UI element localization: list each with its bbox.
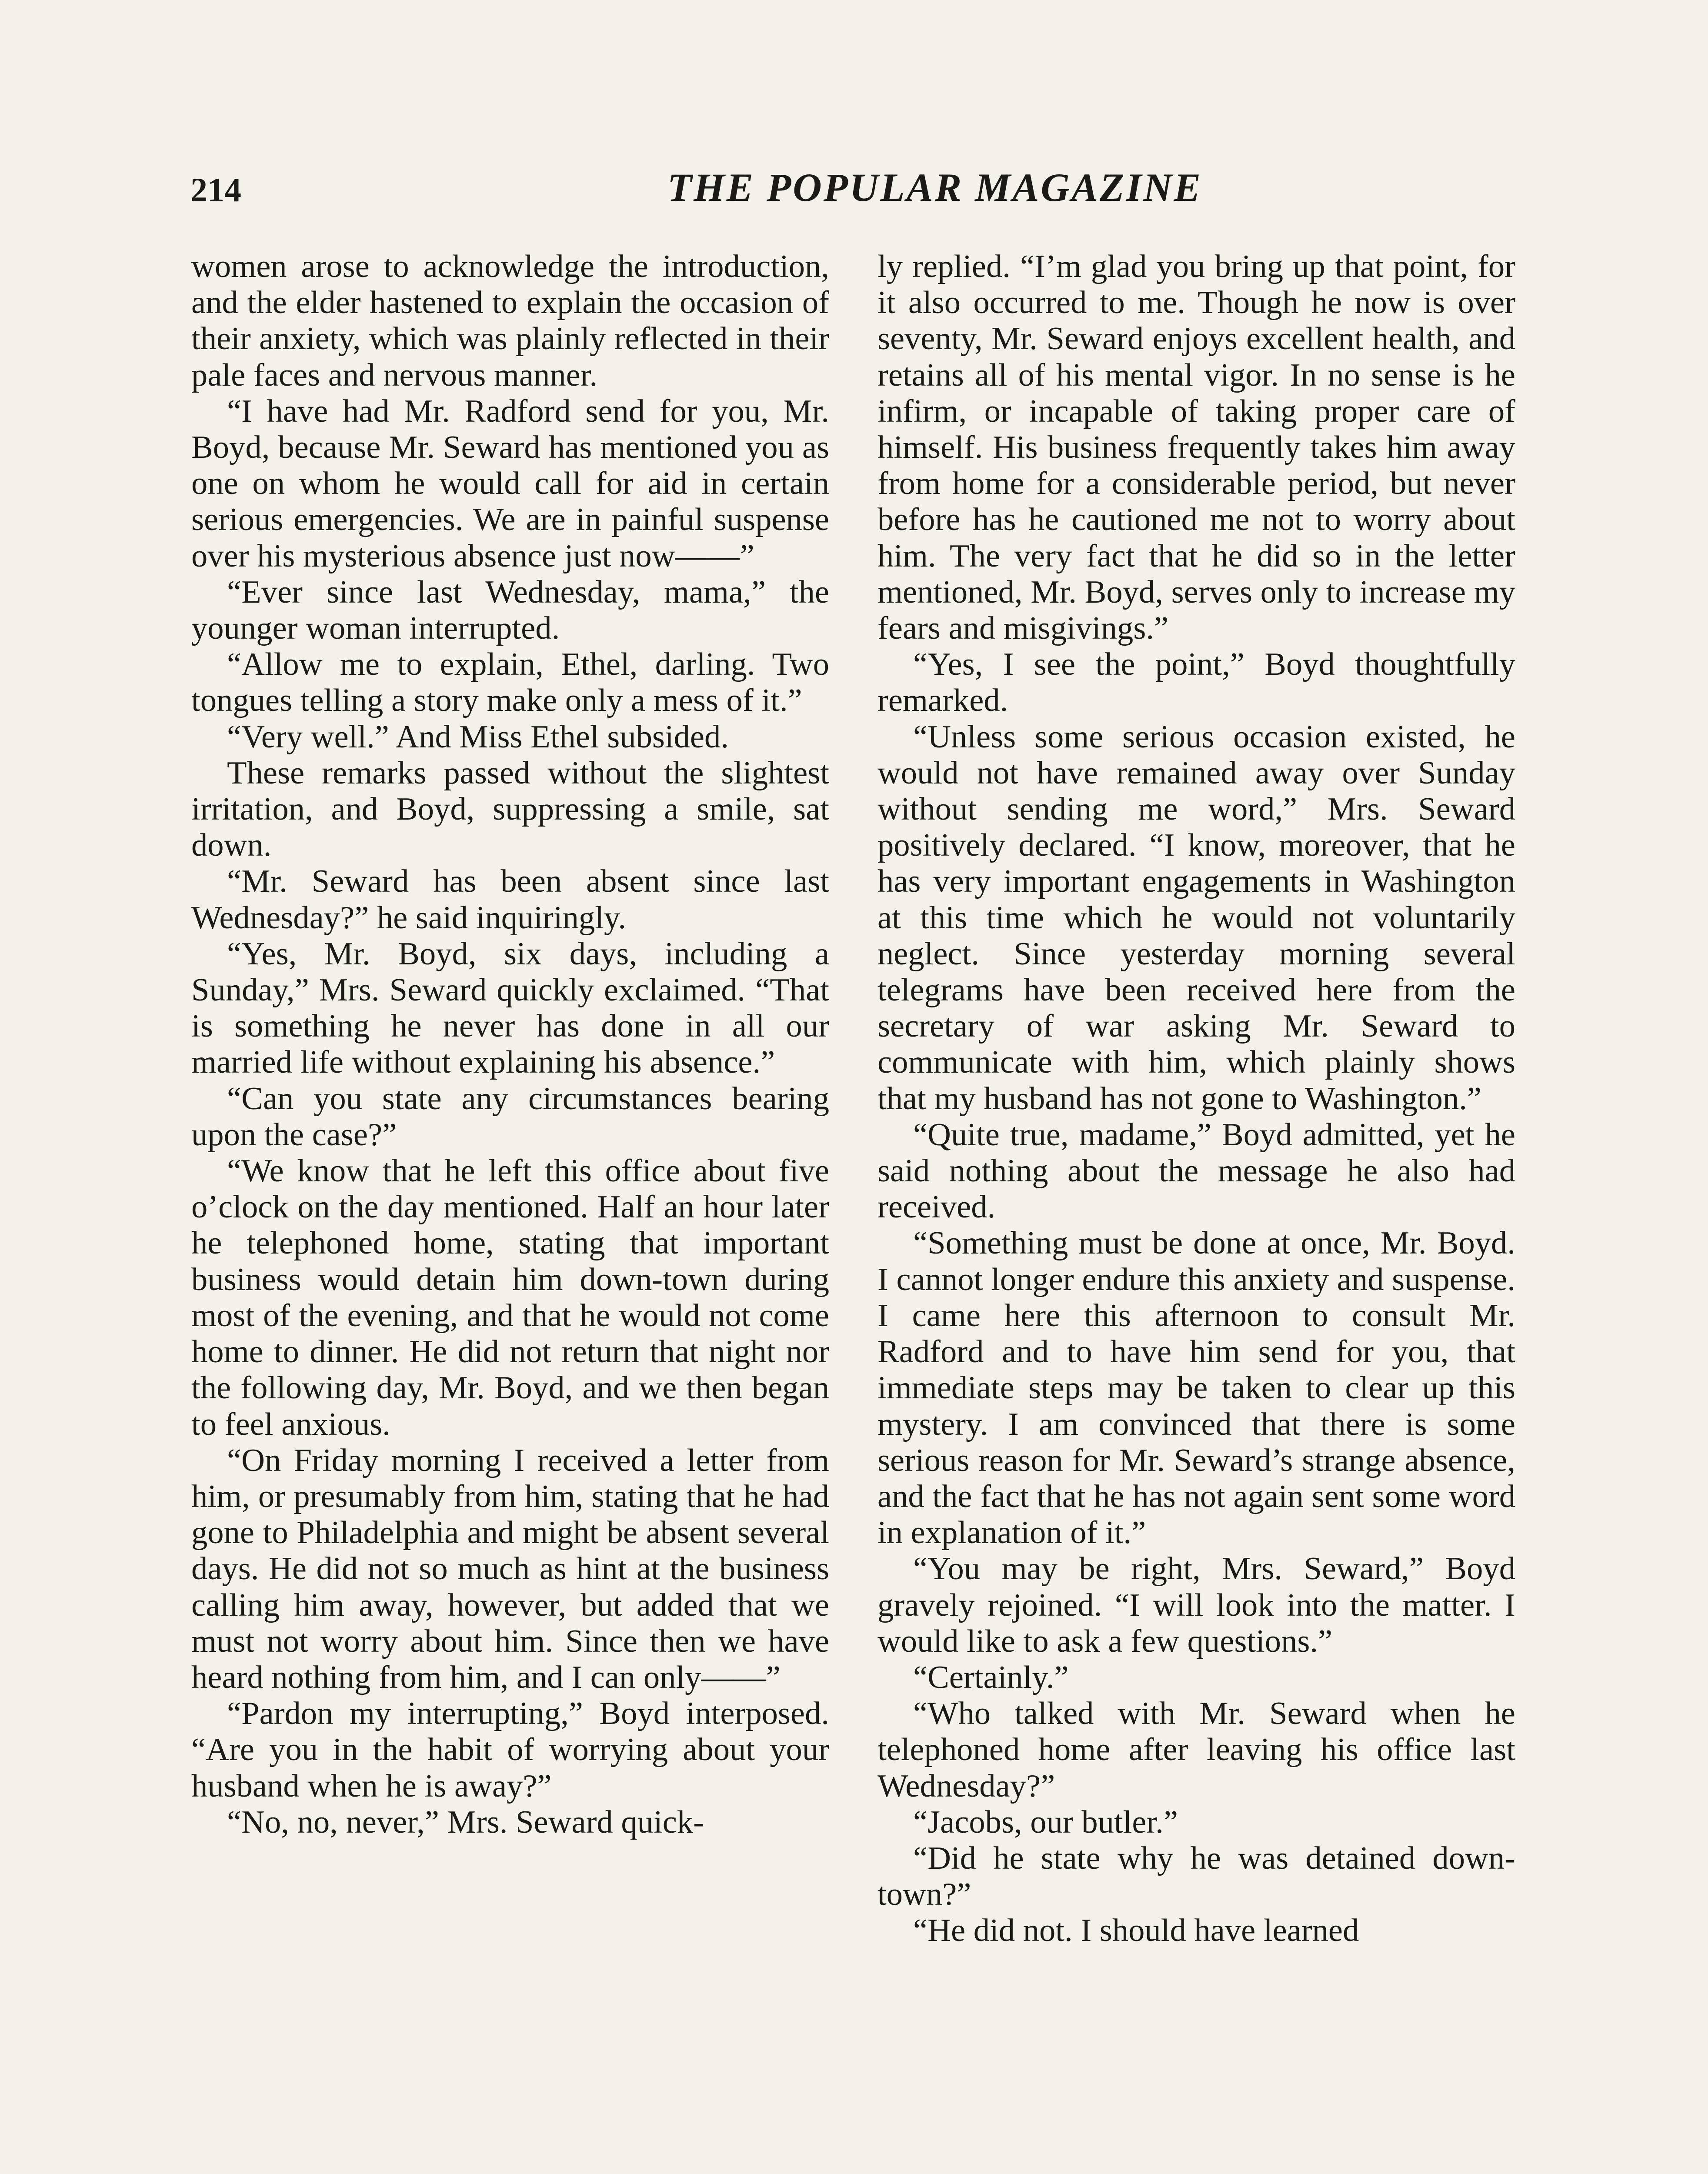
paragraph: “Did he state why he was detained down-town?”	[877, 1840, 1515, 1913]
paragraph: “Who talked with Mr. Seward when he telephoned home after leaving his office last Wednesday?”	[877, 1696, 1515, 1804]
paragraph: These remarks passed without the slightest irritation, and Boyd, suppressing a smile, sat down.	[191, 755, 829, 864]
paragraph: “Unless some serious occasion existed, he would not have remained away over Sunday without sending me word,” Mrs. Seward positively declared. “I know, moreover, that he has very important engagements in Washington at this time which he would not voluntarily neglect. Since yesterday morning several telegrams have been received here from the secretary of war asking Mr. Seward to communicate with him, which plainly shows that my husband has not gone to Washington.”	[877, 719, 1515, 1117]
page-number: 214	[190, 171, 241, 209]
paragraph: “No, no, never,” Mrs. Seward quick-	[227, 1804, 704, 1840]
paragraph: “Yes, Mr. Boyd, six days, including a Sunday,” Mrs. Seward quickly exclaimed. “That is something he never has done in all our married life without explaining his absence.”	[191, 936, 829, 1080]
paragraph: ly replied. “I’m glad you bring up that point, for it also occurred to me. Though he now is over seventy, Mr. Seward enjoys excellent health, and retains all of his mental vigor. In no sense is he infirm, or incapable of taking proper care of himself. His business frequently takes him away from home for a considerable period, but never before has he cautioned me not to worry about him. The very fact that he did so in the letter mentioned, Mr. Boyd, serves only to increase my fears and misgivings.”	[877, 249, 1515, 647]
paragraph: “Yes, I see the point,” Boyd thoughtfully remarked.	[877, 647, 1515, 719]
paragraph: women arose to acknowledge the introduction, and the elder hastened to explain the occasion of their anxiety, which was plainly reflected in their pale faces and nervous manner.	[191, 249, 829, 393]
paragraph: “He did not. I should have learned	[913, 1913, 1359, 1949]
paragraph: “Ever since last Wednesday, mama,” the younger woman interrupted.	[191, 574, 829, 647]
paragraph: “Pardon my interrupting,” Boyd interposed. “Are you in the habit of worrying about your husband when he is away?”	[191, 1696, 829, 1804]
paragraph: “Quite true, madame,” Boyd admitted, yet he said nothing about the message he also had received.	[877, 1117, 1515, 1225]
running-head: THE POPULAR MAGAZINE	[667, 165, 1203, 210]
paragraph: “Can you state any circumstances bearing upon the case?”	[191, 1080, 829, 1153]
paragraph: “Jacobs, our butler.”	[913, 1804, 1178, 1840]
paragraph: “Mr. Seward has been absent since last Wednesday?” he said inquiringly.	[191, 864, 829, 936]
paragraph: “We know that he left this office about five o’clock on the day mentioned. Half an hour later he telephoned home, stating that important business would detain him down-town during most of the evening, and that he would not come home to dinner. He did not return that night nor the following day, Mr. Boyd, and we then began to feel anxious.	[191, 1153, 829, 1442]
paragraph: “Something must be done at once, Mr. Boyd. I cannot longer endure this anxiety and suspense. I came here this afternoon to consult Mr. Radford and to have him send for you, that immediate steps may be taken to clear up this mystery. I am convinced that there is some serious reason for Mr. Seward’s strange absence, and the fact that he has not again sent some word in explanation of it.”	[877, 1225, 1515, 1551]
text-column-right	[877, 249, 1515, 1949]
paragraph: “Very well.” And Miss Ethel subsided.	[227, 719, 729, 755]
paragraph: “You may be right, Mrs. Seward,” Boyd gravely rejoined. “I will look into the matter. I would like to ask a few questions.”	[877, 1551, 1515, 1659]
paragraph: “Allow me to explain, Ethel, darling. Two tongues telling a story make only a mess of it.”	[191, 647, 829, 719]
paragraph: “Certainly.”	[913, 1659, 1069, 1695]
text-column-left	[191, 249, 829, 1841]
paragraph: “I have had Mr. Radford send for you, Mr. Boyd, because Mr. Seward has mentioned you as one on whom he would call for aid in certain serious emergencies. We are in painful suspense over his mysterious absence just now——”	[191, 393, 829, 574]
paragraph: “On Friday morning I received a letter from him, or presumably from him, stating that he had gone to Philadelphia and might be absent several days. He did not so much as hint at the business calling him away, however, but added that we must not worry about him. Since then we have heard nothing from him, and I can only——”	[191, 1442, 829, 1695]
